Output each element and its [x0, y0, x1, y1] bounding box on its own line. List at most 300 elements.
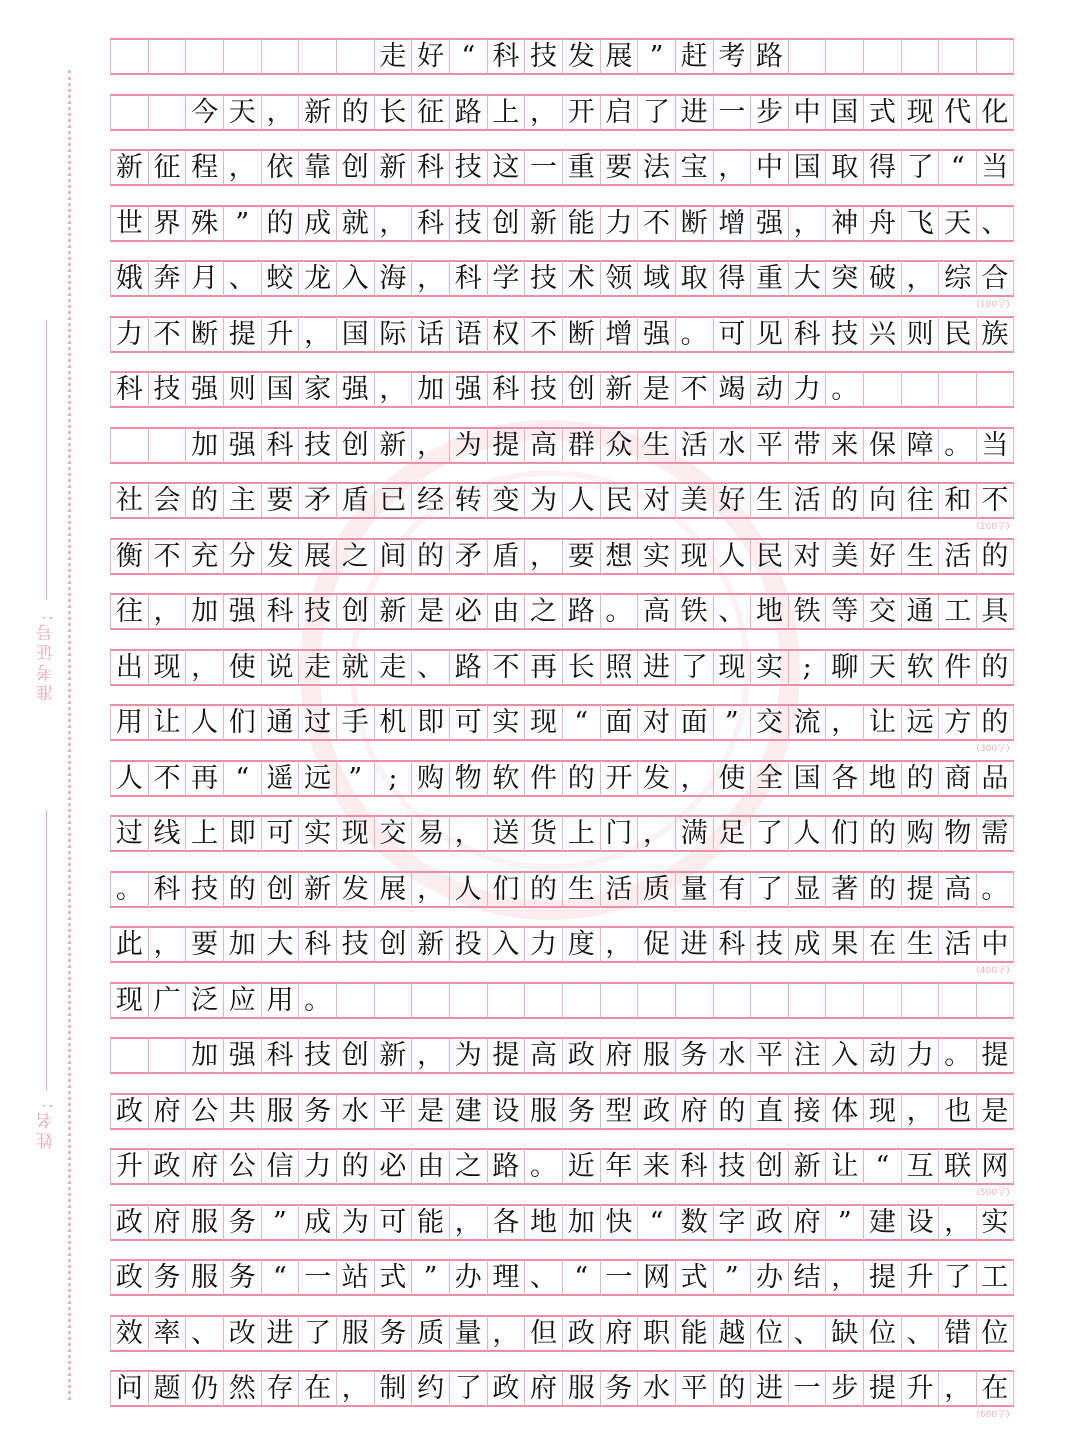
grid-cell: 了 [298, 1315, 336, 1352]
grid-cell: 学 [487, 260, 525, 297]
grid-cell: 强 [750, 205, 788, 242]
grid-cell: 高 [524, 427, 562, 464]
grid-cell: 成 [298, 1204, 336, 1241]
grid-cell: 建 [449, 1093, 487, 1130]
grid-cell: 公 [223, 1148, 261, 1185]
grid-cell: 是 [976, 1093, 1014, 1130]
grid-cell: 法 [637, 149, 675, 186]
grid-cell: 了 [750, 815, 788, 852]
grid-cell [863, 371, 901, 408]
grid-cell: 对 [788, 538, 826, 575]
grid-cell: 进 [750, 1370, 788, 1407]
grid-cell: 当 [976, 427, 1014, 464]
grid-cell: 遥 [261, 760, 299, 797]
grid-cell: 经 [411, 482, 449, 519]
grid-cell: 强 [223, 1037, 261, 1074]
grid-cell: 发 [562, 38, 600, 75]
grid-cell: 各 [825, 760, 863, 797]
grid-cell [863, 982, 901, 1019]
grid-cell: 域 [637, 260, 675, 297]
grid-cell: 了 [901, 149, 939, 186]
grid-cell: 、 [713, 593, 751, 630]
grid-cell: 提 [487, 1037, 525, 1074]
grid-cell: 国 [788, 760, 826, 797]
grid-cell: 长 [562, 649, 600, 686]
grid-cell: 公 [185, 1093, 223, 1130]
grid-cell: 现 [901, 94, 939, 131]
grid-cell: 不 [675, 371, 713, 408]
grid-cell: 进 [637, 649, 675, 686]
grid-cell: 品 [976, 760, 1014, 797]
grid-cell: ， [148, 926, 186, 963]
grid-cell: 提 [901, 871, 939, 908]
grid-cell: 泛 [185, 982, 223, 1019]
grid-cell: 政 [110, 1093, 148, 1130]
grid-cell: 技 [825, 316, 863, 353]
grid-cell: 等 [825, 593, 863, 630]
grid-cell: 强 [637, 316, 675, 353]
grid-cell: 间 [374, 538, 412, 575]
grid-cell: 快 [600, 1204, 638, 1241]
grid-cell: 高 [938, 871, 976, 908]
grid-cell: 体 [825, 1093, 863, 1130]
grid-cell: 服 [562, 1370, 600, 1407]
grid-cell: 科 [148, 871, 186, 908]
grid-cell: 加 [185, 1037, 223, 1074]
grid-cell: 重 [750, 260, 788, 297]
grid-cell: 即 [411, 704, 449, 741]
grid-cell: 水 [637, 1370, 675, 1407]
grid-cell: 务 [675, 1037, 713, 1074]
essay-line [110, 260, 1014, 297]
grid-cell: 要 [600, 149, 638, 186]
grid-cell [336, 982, 374, 1019]
grid-cell: 府 [788, 1204, 826, 1241]
grid-cell: 力 [788, 371, 826, 408]
grid-cell: 程 [185, 149, 223, 186]
grid-cell: 技 [449, 205, 487, 242]
grid-cell: 的 [863, 871, 901, 908]
grid-cell: 显 [788, 871, 826, 908]
grid-cell: 领 [600, 260, 638, 297]
grid-cell: 强 [223, 593, 261, 630]
grid-cell: 一 [713, 94, 751, 131]
grid-cell: 奔 [148, 260, 186, 297]
grid-cell: 高 [524, 1037, 562, 1074]
grid-cell: 加 [185, 427, 223, 464]
grid-cell: 地 [750, 593, 788, 630]
grid-cell: 质 [637, 871, 675, 908]
grid-cell: 科 [675, 1148, 713, 1185]
grid-cell: 已 [374, 482, 412, 519]
grid-cell: 保 [863, 427, 901, 464]
grid-cell: 方 [938, 704, 976, 741]
grid-cell: ， [637, 815, 675, 852]
grid-cell: 有 [713, 871, 751, 908]
grid-cell: 不 [148, 316, 186, 353]
grid-cell: 科 [411, 205, 449, 242]
grid-cell: 则 [223, 371, 261, 408]
grid-cell [863, 38, 901, 75]
essay-line [110, 760, 1014, 797]
grid-cell: 为 [449, 1037, 487, 1074]
grid-cell: 强 [449, 371, 487, 408]
grid-cell: 效 [110, 1315, 148, 1352]
grid-cell: 路 [449, 649, 487, 686]
grid-cell: ， [901, 1093, 939, 1130]
grid-cell: 殊 [185, 205, 223, 242]
grid-cell: 之 [449, 1148, 487, 1185]
essay-line [110, 1204, 1014, 1241]
grid-cell: 生 [901, 926, 939, 963]
grid-cell [411, 982, 449, 1019]
grid-cell: 科 [788, 316, 826, 353]
grid-cell: 化 [976, 94, 1014, 131]
grid-cell: 对 [637, 482, 675, 519]
grid-cell: 铁 [675, 593, 713, 630]
grid-cell: 加 [223, 926, 261, 963]
grid-cell: 入 [825, 1037, 863, 1074]
grid-cell: 质 [411, 1315, 449, 1352]
grid-cell: 可 [713, 316, 751, 353]
grid-cell: 果 [825, 926, 863, 963]
grid-cell: 交 [863, 593, 901, 630]
grid-cell: ” [713, 704, 751, 741]
grid-cell: 盾 [336, 482, 374, 519]
grid-cell: 启 [600, 94, 638, 131]
grid-cell: 务 [148, 1259, 186, 1296]
grid-cell: 机 [374, 704, 412, 741]
grid-cell: 们 [825, 815, 863, 852]
grid-cell: 成 [788, 926, 826, 963]
grid-cell: 使 [223, 649, 261, 686]
grid-cell: 断 [185, 316, 223, 353]
grid-cell: ， [374, 205, 412, 242]
grid-cell: 众 [600, 427, 638, 464]
grid-cell: 结 [788, 1259, 826, 1296]
grid-cell: 平 [750, 427, 788, 464]
grid-cell: 术 [562, 260, 600, 297]
grid-cell: 此 [110, 926, 148, 963]
grid-cell: 科 [298, 926, 336, 963]
grid-cell: 科 [449, 260, 487, 297]
grid-cell: 问 [110, 1370, 148, 1407]
grid-cell: 好 [713, 482, 751, 519]
grid-cell [110, 1037, 148, 1074]
grid-cell: 往 [110, 593, 148, 630]
grid-cell: 力 [298, 1148, 336, 1185]
grid-cell: 们 [223, 704, 261, 741]
grid-cell: 往 [901, 482, 939, 519]
grid-cell: 是 [411, 593, 449, 630]
grid-cell: 人 [562, 482, 600, 519]
grid-cell: 务 [223, 1204, 261, 1241]
grid-cell: 现 [675, 538, 713, 575]
grid-cell: 向 [863, 482, 901, 519]
grid-cell: “ [449, 38, 487, 75]
grid-cell: 人 [185, 704, 223, 741]
grid-cell: 国 [788, 149, 826, 186]
essay-line [110, 427, 1014, 464]
grid-cell: 科 [487, 371, 525, 408]
grid-cell: 走 [374, 649, 412, 686]
binding-dotted-line [68, 70, 71, 1400]
grid-cell: 使 [713, 760, 751, 797]
grid-cell: 的 [976, 538, 1014, 575]
grid-cell: 政 [750, 1204, 788, 1241]
grid-cell [148, 94, 186, 131]
grid-cell: 提 [863, 1259, 901, 1296]
grid-cell: 力 [110, 316, 148, 353]
grid-cell: 货 [524, 815, 562, 852]
grid-cell: 际 [374, 316, 412, 353]
grid-cell: 的 [863, 815, 901, 852]
grid-cell: 网 [976, 1148, 1014, 1185]
grid-cell: 注 [788, 1037, 826, 1074]
grid-cell: ， [336, 1370, 374, 1407]
grid-cell: ” [713, 1259, 751, 1296]
grid-cell: 上 [185, 815, 223, 852]
grid-cell: 实 [976, 1204, 1014, 1241]
grid-cell: 为 [524, 482, 562, 519]
grid-cell: 国 [336, 316, 374, 353]
grid-cell: 主 [223, 482, 261, 519]
grid-cell: 科 [261, 427, 299, 464]
grid-cell: 变 [487, 482, 525, 519]
grid-cell: 实 [750, 649, 788, 686]
grid-cell: 现 [110, 982, 148, 1019]
grid-cell [750, 982, 788, 1019]
grid-cell: 职 [637, 1315, 675, 1352]
grid-cell: 想 [600, 538, 638, 575]
grid-cell: 中 [976, 926, 1014, 963]
grid-cell: 府 [600, 1037, 638, 1074]
grid-cell: 服 [185, 1259, 223, 1296]
grid-cell: 率 [148, 1315, 186, 1352]
grid-cell: 通 [901, 593, 939, 630]
grid-cell: 权 [487, 316, 525, 353]
grid-cell: 增 [713, 205, 751, 242]
grid-cell: 府 [675, 1093, 713, 1130]
grid-cell: 破 [863, 260, 901, 297]
grid-cell: 进 [261, 1315, 299, 1352]
grid-cell: 府 [148, 1204, 186, 1241]
exam-number-label: 准考证号: [37, 612, 57, 701]
grid-cell: 让 [863, 704, 901, 741]
title-row [110, 38, 1014, 75]
grid-cell: ， [185, 649, 223, 686]
grid-cell: 。 [675, 316, 713, 353]
grid-cell: 一 [524, 149, 562, 186]
grid-cell: 。 [298, 982, 336, 1019]
grid-cell: 政 [148, 1148, 186, 1185]
grid-cell: 的 [901, 760, 939, 797]
grid-cell: 理 [487, 1259, 525, 1296]
grid-cell [148, 1037, 186, 1074]
grid-cell: 了 [637, 94, 675, 131]
grid-cell: 新 [524, 205, 562, 242]
grid-cell: “ [261, 1259, 299, 1296]
grid-cell: 新 [374, 593, 412, 630]
grid-cell [110, 94, 148, 131]
grid-cell: 服 [261, 1093, 299, 1130]
grid-cell: 征 [411, 94, 449, 131]
grid-cell: 水 [336, 1093, 374, 1130]
grid-cell: 走 [374, 38, 412, 75]
grid-cell: 。 [938, 1037, 976, 1074]
grid-cell: 分 [223, 538, 261, 575]
grid-cell: 。 [938, 427, 976, 464]
grid-cell [938, 982, 976, 1019]
grid-cell: 人 [713, 538, 751, 575]
grid-cell: ” [637, 38, 675, 75]
grid-cell: 群 [562, 427, 600, 464]
grid-cell: 、 [788, 1315, 826, 1352]
grid-cell: 动 [750, 371, 788, 408]
grid-cell: 用 [110, 704, 148, 741]
grid-cell: 直 [750, 1093, 788, 1130]
grid-cell [223, 38, 261, 75]
grid-cell: 创 [261, 871, 299, 908]
essay-line [110, 94, 1014, 131]
grid-cell [374, 982, 412, 1019]
grid-cell: 政 [562, 1037, 600, 1074]
grid-cell: 创 [562, 371, 600, 408]
grid-cell: 技 [449, 149, 487, 186]
grid-cell [110, 38, 148, 75]
grid-cell: 加 [185, 593, 223, 630]
grid-cell: 出 [110, 649, 148, 686]
grid-cell: “ [863, 1148, 901, 1185]
grid-cell [901, 38, 939, 75]
grid-cell: ， [449, 815, 487, 852]
grid-cell: 得 [863, 149, 901, 186]
grid-cell: 好 [863, 538, 901, 575]
grid-cell: 。 [600, 593, 638, 630]
essay-line [110, 205, 1014, 242]
grid-cell: 手 [336, 704, 374, 741]
grid-cell: 型 [600, 1093, 638, 1130]
grid-cell: 一 [298, 1259, 336, 1296]
grid-cell: 务 [374, 1315, 412, 1352]
word-count-200: (200字) [976, 522, 1010, 532]
grid-cell: 技 [713, 1148, 751, 1185]
grid-cell [185, 38, 223, 75]
grid-cell: 民 [600, 482, 638, 519]
grid-cell: 。 [524, 1148, 562, 1185]
grid-cell: 走 [298, 649, 336, 686]
grid-cell: 各 [487, 1204, 525, 1241]
grid-cell: 、 [976, 205, 1014, 242]
grid-cell: 的 [976, 649, 1014, 686]
grid-cell: 设 [487, 1093, 525, 1130]
grid-cell: ， [449, 1204, 487, 1241]
grid-cell: 越 [713, 1315, 751, 1352]
grid-cell: 互 [901, 1148, 939, 1185]
grid-cell: 不 [637, 205, 675, 242]
grid-cell: 新 [411, 926, 449, 963]
grid-cell: 服 [336, 1315, 374, 1352]
grid-cell: 动 [863, 1037, 901, 1074]
grid-cell: 面 [675, 704, 713, 741]
grid-cell: 照 [600, 649, 638, 686]
grid-cell [524, 982, 562, 1019]
grid-cell: 加 [411, 371, 449, 408]
grid-cell: 衡 [110, 538, 148, 575]
grid-cell: 见 [750, 316, 788, 353]
grid-cell: 实 [487, 704, 525, 741]
grid-cell: 要 [261, 482, 299, 519]
grid-cell: 发 [261, 538, 299, 575]
grid-cell: 取 [825, 149, 863, 186]
grid-cell: 量 [675, 871, 713, 908]
grid-cell: 必 [374, 1148, 412, 1185]
grid-cell: 代 [938, 94, 976, 131]
grid-cell: 断 [675, 205, 713, 242]
grid-cell: 新 [788, 1148, 826, 1185]
grid-cell: 的 [524, 871, 562, 908]
grid-cell: 路 [449, 94, 487, 131]
grid-cell: 。 [825, 371, 863, 408]
grid-cell: 要 [185, 926, 223, 963]
grid-cell: “ [938, 149, 976, 186]
grid-cell: 能 [411, 1204, 449, 1241]
grid-cell: 步 [825, 1370, 863, 1407]
grid-cell: 增 [600, 316, 638, 353]
grid-cell: 则 [901, 316, 939, 353]
grid-cell: 的 [411, 538, 449, 575]
grid-cell: 技 [298, 1037, 336, 1074]
grid-cell: 必 [449, 593, 487, 630]
grid-cell: ” [261, 1204, 299, 1241]
grid-cell: ” [825, 1204, 863, 1241]
grid-cell: 月 [185, 260, 223, 297]
grid-cell: 改 [223, 1315, 261, 1352]
grid-cell: 地 [524, 1204, 562, 1241]
grid-cell: 创 [336, 149, 374, 186]
grid-cell: 。 [110, 871, 148, 908]
grid-cell: 社 [110, 482, 148, 519]
grid-cell: 创 [487, 205, 525, 242]
grid-cell: 新 [110, 149, 148, 186]
grid-cell: ， [825, 1259, 863, 1296]
grid-cell: 步 [750, 94, 788, 131]
grid-cell: 设 [901, 1204, 939, 1241]
grid-cell: 字 [713, 1204, 751, 1241]
grid-cell [713, 982, 751, 1019]
grid-cell: 交 [374, 815, 412, 852]
grid-cell: 加 [562, 1204, 600, 1241]
grid-cell: ， [411, 871, 449, 908]
grid-cell: 家 [298, 371, 336, 408]
grid-cell: 海 [374, 260, 412, 297]
grid-cell: 生 [901, 538, 939, 575]
grid-cell: 世 [110, 205, 148, 242]
grid-cell: 创 [374, 926, 412, 963]
grid-cell: ” [223, 205, 261, 242]
grid-cell: 新 [374, 149, 412, 186]
grid-cell: ， [901, 260, 939, 297]
grid-cell: 接 [788, 1093, 826, 1130]
exam-number-underline [46, 320, 47, 600]
grid-cell: ， [411, 1037, 449, 1074]
grid-cell: 务 [600, 1370, 638, 1407]
grid-cell: ， [825, 704, 863, 741]
grid-cell: ” [411, 1259, 449, 1296]
grid-cell: 技 [524, 260, 562, 297]
grid-cell: 共 [223, 1093, 261, 1130]
grid-cell: 水 [713, 1037, 751, 1074]
